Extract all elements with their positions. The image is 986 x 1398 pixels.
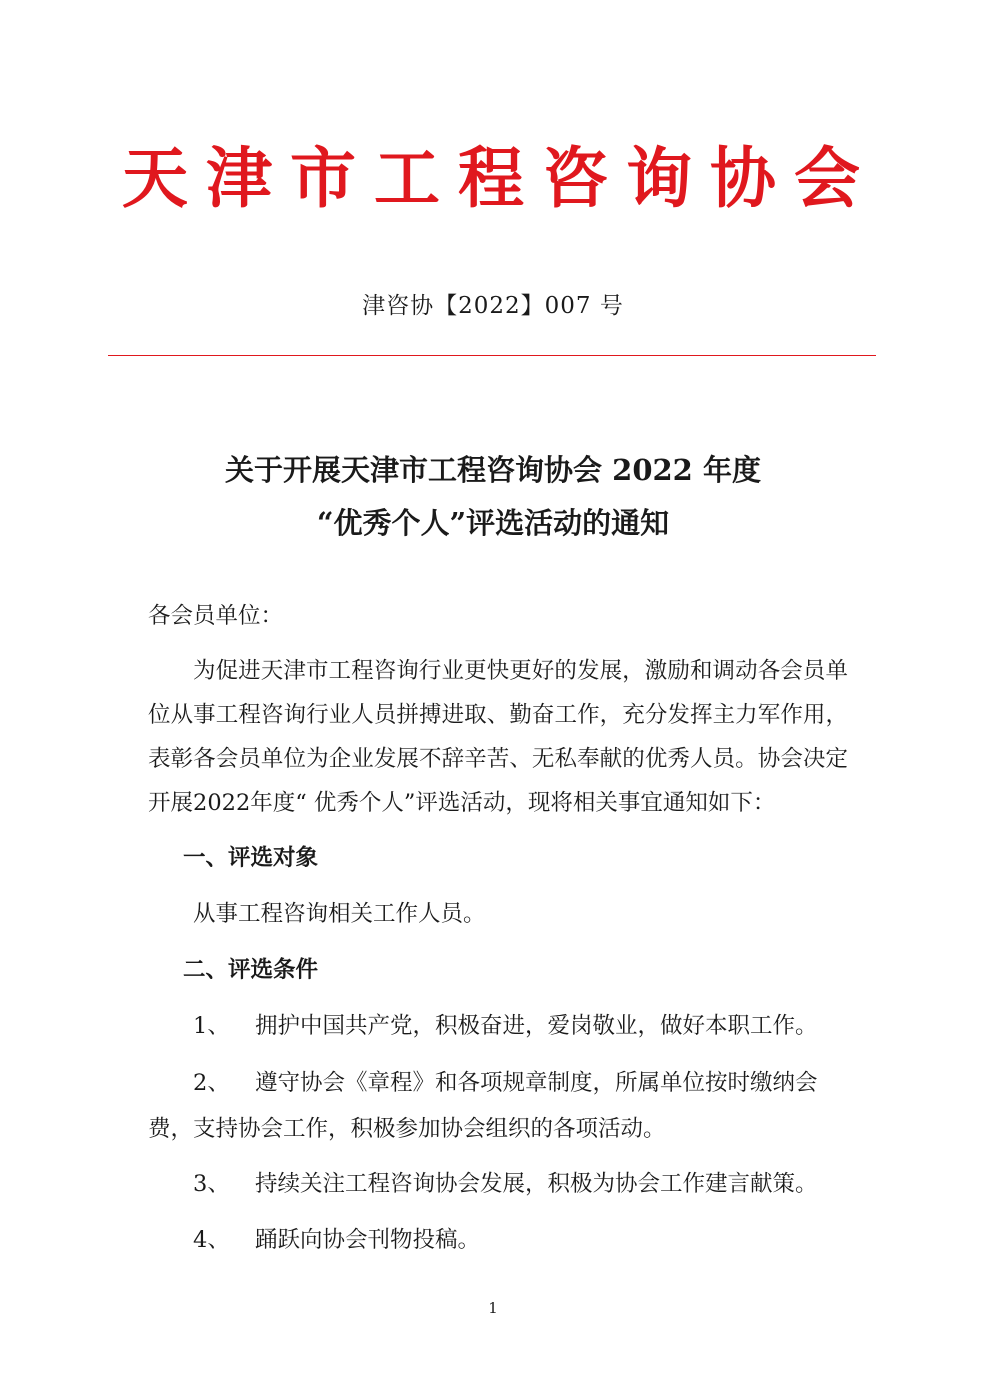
document-number: 津咨协【2022】007 号 [362,293,624,319]
condition-item [148,1161,848,1207]
condition-text: 拥护中国共产党，积极奋进，爱岗敬业，做好本职工作。 [255,1013,818,1039]
condition-text: 踊跃向协会刊物投稿。 [255,1227,481,1253]
condition-number: 4、 [193,1227,230,1253]
condition-text: 持续关注工程咨询协会发展，积极为协会工作建言献策。 [255,1171,818,1197]
condition-item [148,1217,848,1263]
condition-text: 遵守协会《章程》和各项规章制度，所属单位按时缴纳会费，支持协会工作，积极参加协会组织的各项活动。 [148,1070,818,1142]
document-title-line-2: “优秀个人”评选活动的通知 [316,506,670,540]
section-heading-evaluation-conditions: 二、评选条件 [183,957,319,983]
organization-name-header: 天津市工程咨询协会 [122,139,878,217]
evaluation-target-text: 从事工程咨询相关工作人员。 [193,901,486,927]
salutation: 各会员单位： [148,603,284,629]
red-divider-line [108,355,876,356]
condition-item [148,1003,848,1049]
condition-number: 3、 [193,1171,230,1197]
page-number: 1 [488,1299,498,1317]
condition-item [148,1060,848,1152]
intro-paragraph: 为促进天津市工程咨询行业更快更好的发展，激励和调动各会员单位从事工程咨询行业人员拼搏进取、勤奋工作，充分发挥主力军作用，表彰各会员单位为企业发展不辞辛苦、无私奉献的优秀人员。协会决定开展2022年度“ 优秀个人”评选活动，现将相关事宜通知如下： [148,658,848,816]
condition-number: 2、 [193,1070,230,1096]
condition-number: 1、 [193,1013,230,1039]
document-title-line-1: 关于开展天津市工程咨询协会 2022 年度 [225,453,761,487]
section-heading-evaluation-target: 一、评选对象 [183,845,319,871]
